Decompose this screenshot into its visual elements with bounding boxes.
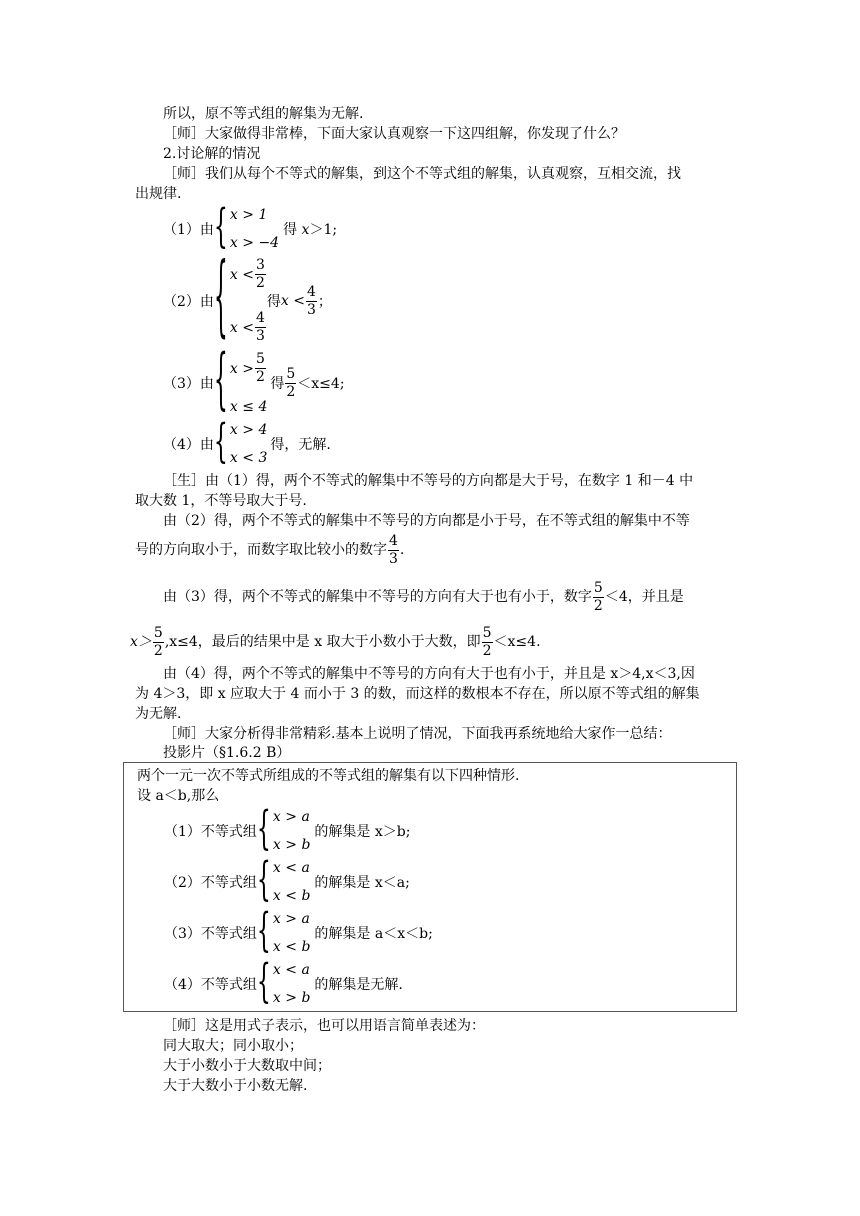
brace-icon: {	[256, 956, 271, 1010]
system-row: x > −4	[229, 235, 280, 251]
intro-line-1: 所以，原不等式组的解集为无解.	[163, 106, 364, 122]
case-label: （4）不等式组	[164, 977, 257, 993]
case-1	[164, 803, 411, 857]
system-row: x > b	[272, 990, 311, 1006]
teacher-line-3: ［师］这是用式子表示，也可以用语言简单表述为：	[163, 1018, 485, 1034]
intro-line-2: ［师］大家做得非常棒，下面大家认真观察一下这四组解，你发现了什么？	[163, 126, 625, 142]
example-label: （1）由	[163, 222, 214, 238]
example-result: 得 $\frac{5}{2}$ ＜x≤4;	[270, 365, 345, 400]
brace-icon: {	[256, 803, 271, 857]
fraction: $\frac{5}{2}$	[482, 624, 492, 659]
system-row: x > a	[272, 911, 310, 927]
teacher-line-2: ［师］大家分析得非常精彩.基本上说明了情况，下面我再系统地给大家作一总结：	[163, 726, 672, 742]
example-result: 得，无解.	[270, 437, 331, 453]
student-line-3b: x＞ $\frac{5}{2}$ ,x≤4，最后的结果中是 x 取大于小数小于大数，即 $\frac{5}{2}$ ＜x≤4.	[130, 624, 541, 659]
slide-label: 投影片（§1.6.2 B）	[163, 745, 291, 761]
case-3	[164, 905, 433, 959]
fraction: $\frac{4}{3}$	[389, 532, 398, 567]
section-title: 2.讨论解的情况	[163, 146, 261, 162]
example-label: （2）由	[163, 294, 214, 310]
example-1	[163, 201, 338, 255]
example-3	[163, 344, 345, 419]
student-line-4a: 由（4）得，两个不等式的解集中不等号的方向有大于也有小于，并且是 x＞4,x＜3,因	[163, 666, 695, 682]
student-line-1a: ［生］由（1）得，两个不等式的解集中不等号的方向都是大于号，在数字 1 和－4 中	[163, 473, 694, 489]
case-4	[164, 956, 403, 1010]
example-label: （4）由	[163, 437, 214, 453]
rule-line-1: 同大取大；同小取小；	[163, 1038, 303, 1054]
case-label: （1）不等式组	[164, 824, 257, 840]
fraction: $\frac{5}{2}$	[593, 579, 603, 614]
system-row: x > 1	[229, 207, 268, 223]
system-row: x > a	[272, 809, 310, 825]
brace-icon: {	[256, 854, 271, 908]
student-line-1b: 取大数 1，不等号取大于号.	[135, 493, 307, 509]
system-row: x ≤ 4	[229, 399, 268, 415]
student-line-4c: 为无解.	[135, 706, 182, 722]
case-result: 的解集是无解.	[314, 977, 403, 993]
student-line-2a: 由（2）得，两个不等式的解集中不等号的方向都是小于号，在不等式组的解集中不等	[163, 513, 690, 529]
case-label: （2）不等式组	[164, 875, 257, 891]
brace-icon: {	[213, 416, 228, 470]
fraction: $\frac{5}{2}$	[153, 624, 163, 659]
case-2	[164, 854, 410, 908]
case-result: 的解集是 x＞b;	[314, 824, 411, 840]
system-row: x < 3	[229, 450, 268, 466]
rule-line-2: 大于小数小于大数取中间；	[163, 1058, 331, 1074]
system-row: x < a	[272, 962, 310, 978]
student-line-4b: 为 4＞3，即 x 应取大于 4 而小于 3 的数，而这样的数根本不存在，所以原不等式组的解集	[135, 686, 700, 702]
system-row: x < $\frac{3}{2}$	[229, 257, 265, 291]
example-4	[163, 416, 331, 470]
system-row: x < b	[272, 939, 311, 955]
brace-icon: {	[213, 201, 228, 255]
brace-icon: {	[256, 905, 271, 959]
student-line-3a: 由（3）得，两个不等式的解集中不等号的方向有大于也有小于，数字 $\frac{5}{2}$ ＜4，并且是	[163, 579, 684, 614]
brace-icon: {	[213, 249, 228, 349]
rule-line-3: 大于大数小于小数无解.	[163, 1078, 308, 1094]
case-result: 的解集是 a＜x＜b;	[314, 926, 433, 942]
example-label: （3）由	[163, 376, 214, 392]
system-row: x > $\frac{5}{2}$	[229, 351, 265, 385]
system-row: x > b	[272, 837, 311, 853]
summary-box	[123, 762, 737, 1012]
student-line-2b: 号的方向取小于，而数字取比较小的数字 $\frac{4}{3}$ .	[135, 532, 405, 567]
brace-icon: {	[213, 344, 228, 419]
system-row: x < $\frac{4}{3}$	[229, 310, 265, 344]
system-row: x < b	[272, 888, 311, 904]
example-2	[163, 249, 332, 349]
teacher-line-1b: 出规律.	[135, 186, 182, 202]
box-line-1: 两个一元一次不等式所组成的不等式组的解集有以下四种情形.	[137, 768, 520, 784]
system-row: x > 4	[229, 422, 268, 438]
case-result: 的解集是 x＜a;	[314, 875, 410, 891]
case-label: （3）不等式组	[164, 926, 257, 942]
example-result: 得 x < $\frac{4}{3}$ ；	[266, 283, 332, 318]
box-line-2: 设 a＜b,那么	[137, 788, 220, 804]
example-result: 得 x＞1;	[283, 222, 338, 238]
teacher-line-1a: ［师］我们从每个不等式的解集，到这个不等式组的解集，认真观察，互相交流，找	[163, 166, 681, 182]
system-row: x < a	[272, 860, 310, 876]
